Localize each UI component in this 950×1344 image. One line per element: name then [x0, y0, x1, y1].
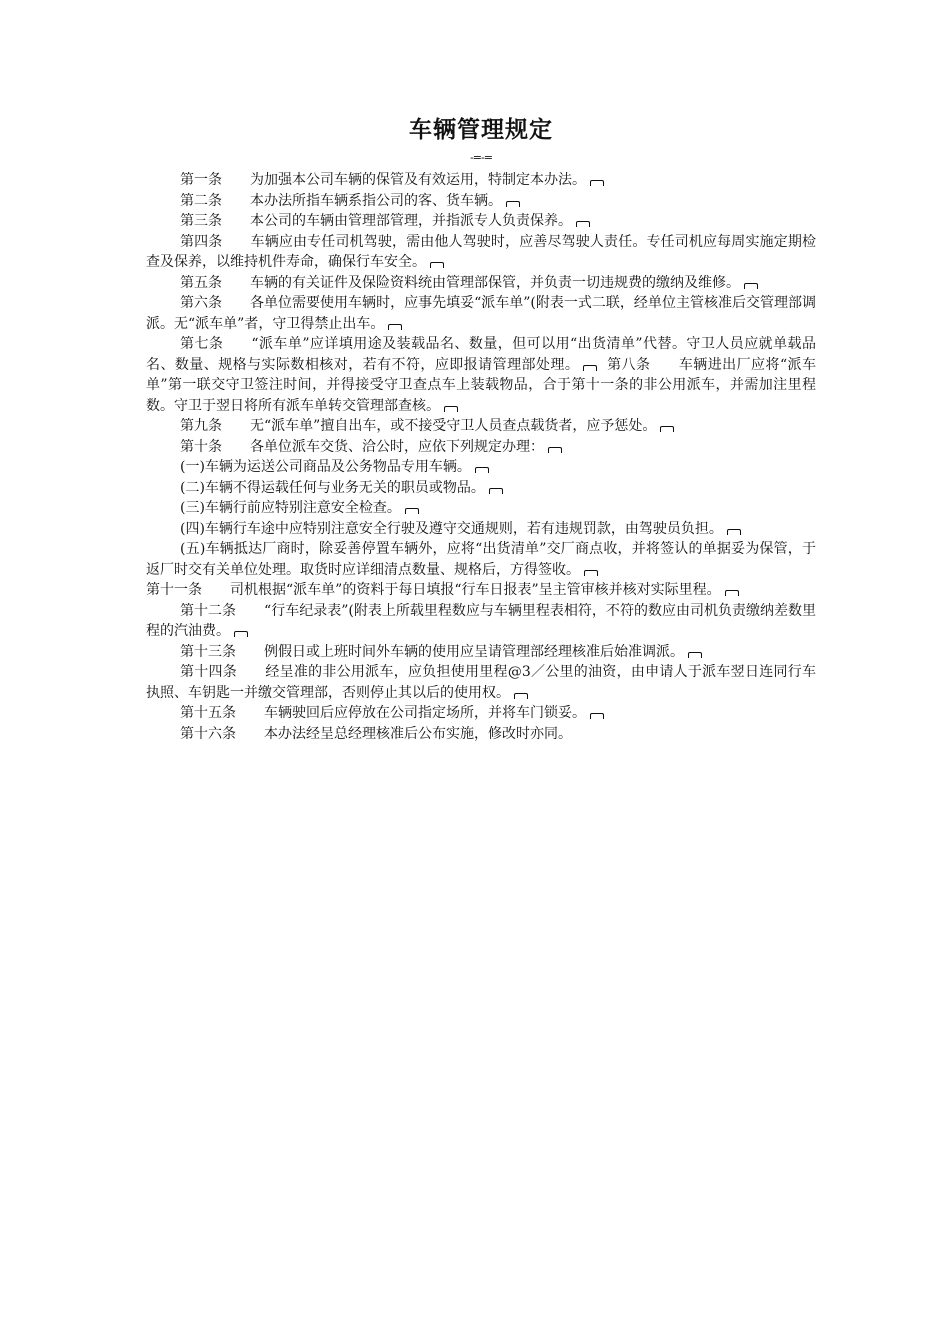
paragraph-mark-icon — [506, 201, 520, 207]
article-12 — [146, 601, 816, 642]
article-label: 第三条 — [180, 213, 222, 229]
article-text: 为加强本公司车辆的保管及有效运用，特制定本办法。 — [250, 172, 586, 188]
article-text: 无“派车单”擅自出车，或不接受守卫人员查点载货者，应予惩处。 — [250, 418, 657, 434]
article-label: 第十三条 — [180, 643, 236, 660]
article-label: 第一条 — [180, 172, 222, 188]
paragraph-mark-icon — [548, 447, 562, 453]
article-text: 车辆应由专任司机驾驶，需由他人驾驶时，应善尽驾驶人责任。专任司机应每周实施定期检查及保养，以维持机件寿命，确保行车安全。 — [146, 233, 817, 270]
sub-item-1 — [146, 457, 816, 478]
article-label: 第六条 — [180, 295, 223, 311]
sub-item-4 — [146, 519, 816, 540]
sub-item-5 — [146, 539, 816, 580]
article-label: 第十一条 — [146, 582, 202, 598]
article-text: 例假日或上班时间外车辆的使用应呈请管理部经理核准后始准调派。 — [264, 643, 684, 660]
article-label: 第二条 — [180, 192, 222, 209]
sub-item-3 — [146, 498, 816, 519]
article-label: 第四条 — [180, 233, 223, 250]
paragraph-mark-icon — [727, 529, 741, 535]
article-label: 第十五条 — [180, 705, 236, 721]
article-label: 第十条 — [180, 438, 222, 455]
article-1 — [146, 170, 816, 191]
article-label: 第七条 — [180, 336, 224, 352]
article-13 — [146, 642, 816, 663]
article-label: 第十二条 — [180, 602, 237, 619]
article-label: 第八条 — [607, 356, 651, 373]
paragraph-mark-icon — [430, 262, 444, 268]
article-text: 车辆驶回后应停放在公司指定场所，并将车门锁妥。 — [264, 705, 586, 721]
paragraph-mark-icon — [489, 488, 503, 494]
paragraph-mark-icon — [725, 590, 739, 596]
article-14 — [146, 662, 816, 703]
title-decoration: -=-= — [470, 151, 492, 164]
article-16 — [146, 724, 816, 745]
paragraph-mark-icon — [576, 221, 590, 227]
article-text: 本公司的车辆由管理部管理，并指派专人负责保养。 — [250, 213, 572, 229]
article-text: 各单位派车交货、洽公时，应依下列规定办理： — [250, 438, 544, 455]
paragraph-mark-icon — [475, 467, 489, 473]
article-text: 司机根据“派车单”的资料于每日填报“行车日报表”呈主管审核并核对实际里程。 — [230, 582, 721, 598]
article-label: 第九条 — [180, 418, 222, 434]
article-text: 经呈准的非公用派车，应负担使用里程@3／公里的油资，由申请人于派车翌日连同行车执照、车钥匙一并缴交管理部，否则停止其以后的使用权。 — [146, 664, 817, 701]
article-2 — [146, 191, 816, 212]
article-label: 第十四条 — [180, 664, 238, 680]
paragraph-mark-icon — [444, 406, 458, 412]
article-5 — [146, 273, 816, 294]
paragraph-mark-icon — [590, 180, 604, 186]
article-text: 车辆进出厂应将“派车单”第一联交守卫签注时间，并得接受守卫查点车上装载物品，合于第十一条的非公用派车，并需加注里程数。守卫于翌日将所有派车单转交管理部查核。 — [146, 356, 816, 414]
article-text: 各单位需要使用车辆时，应事先填妥“派车单”(附表一式二联，经单位主管核准后交管理部调派。无“派车单”者，守卫得禁止出车。 — [146, 295, 816, 332]
sub-item-text: (五)车辆抵达厂商时，除妥善停置车辆外，应将“出货清单”交厂商点收，并将签认的单据妥为保管，于返厂时交有关单位处理。取货时应详细清点数量、规格后，方得签收。 — [146, 541, 816, 578]
article-text: 车辆的有关证件及保险资料统由管理部保管，并负责一切违规费的缴纳及维修。 — [250, 274, 740, 291]
paragraph-mark-icon — [405, 508, 419, 514]
paragraph-mark-icon — [660, 426, 674, 432]
article-text: 本办法所指车辆系指公司的客、货车辆。 — [250, 192, 502, 209]
sub-item-text: (一)车辆为运送公司商品及公务物品专用车辆。 — [180, 459, 471, 475]
paragraph-mark-icon — [744, 283, 758, 289]
sub-item-2 — [146, 478, 816, 499]
article-7-8 — [146, 334, 816, 416]
paragraph-mark-icon — [583, 365, 597, 371]
article-10 — [146, 437, 816, 458]
paragraph-mark-icon — [590, 713, 604, 719]
article-text: 本办法经呈总经理核准后公布实施，修改时亦同。 — [264, 725, 572, 742]
paragraph-mark-icon — [234, 631, 248, 637]
paragraph-mark-icon — [514, 693, 528, 699]
sub-item-text: (二)车辆不得运载任何与业务无关的职员或物品。 — [180, 479, 485, 496]
article-9 — [146, 416, 816, 437]
article-text: “行车纪录表”(附表上所载里程数应与车辆里程表相符，不符的数应由司机负责缴纳差数里程的汽油费。 — [146, 602, 817, 639]
paragraph-mark-icon — [584, 570, 598, 576]
article-label: 第十六条 — [180, 725, 236, 742]
article-text: “派车单”应详填用途及装载品名、数量，但可以用“出货清单”代替。守卫人员应就单载品名、数量、规格与实际数相核对，若有不符，应即报请管理部处理。 — [146, 336, 816, 373]
article-label: 第五条 — [180, 274, 222, 291]
article-11 — [146, 580, 816, 601]
paragraph-mark-icon — [688, 652, 702, 658]
document-title: 车辆管理规定 — [409, 117, 553, 143]
article-15 — [146, 703, 816, 724]
sub-item-text: (三)车辆行前应特别注意安全检查。 — [180, 500, 401, 516]
article-3 — [146, 211, 816, 232]
paragraph-mark-icon — [388, 324, 402, 330]
article-6 — [146, 293, 816, 334]
sub-item-text: (四)车辆行车途中应特别注意安全行驶及遵守交通规则，若有违规罚款，由驾驶员负担。 — [180, 520, 723, 537]
article-4 — [146, 232, 816, 273]
document-page — [146, 112, 816, 744]
